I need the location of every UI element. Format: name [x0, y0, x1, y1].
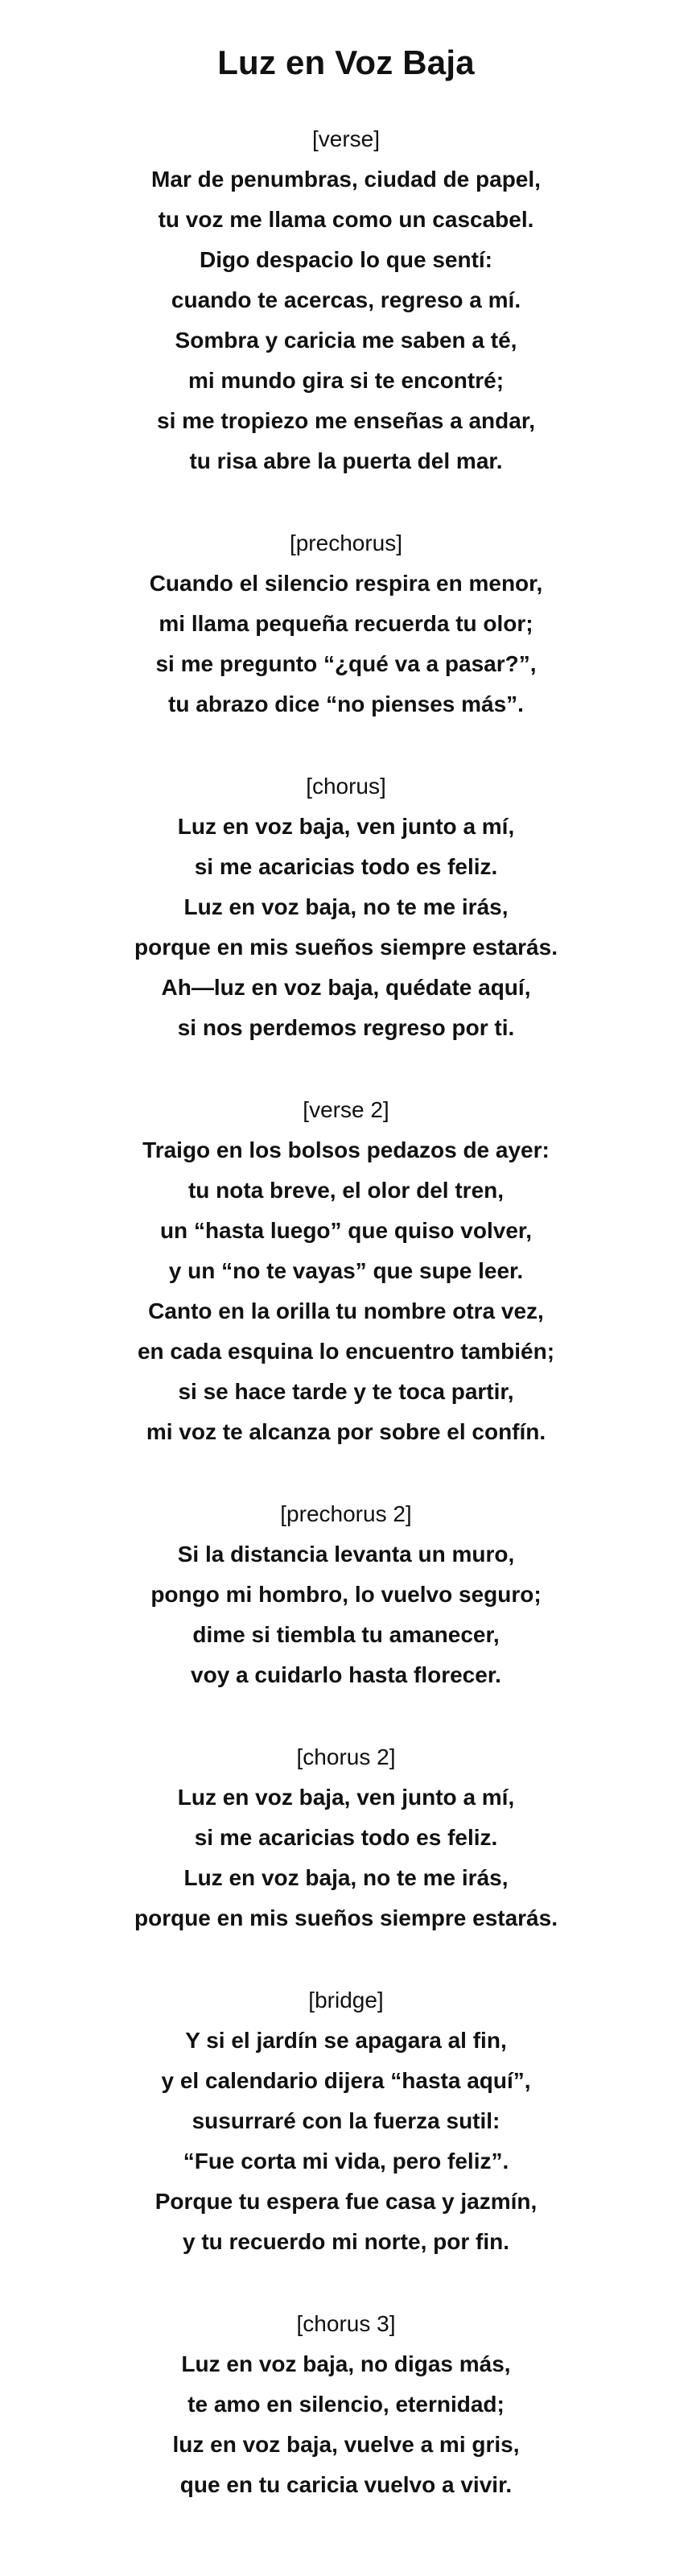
lyrics-section: [0, 1980, 692, 2262]
section-label: [verse]: [311, 126, 381, 151]
section-label: [prechorus]: [289, 530, 403, 555]
lyric-line: cuando te acercas, regreso a mí.: [171, 287, 521, 312]
lyric-line: Canto en la orilla tu nombre otra vez,: [148, 1298, 544, 1323]
lyrics-section: [0, 766, 692, 1048]
lyric-line: si me pregunto “¿qué va a pasar?”,: [155, 651, 537, 676]
section-label: [chorus 2]: [296, 1744, 396, 1769]
lyrics-section: [0, 1494, 692, 1695]
lyric-line: Mar de penumbras, ciudad de papel,: [151, 167, 541, 192]
lyric-line: tu abrazo dice “no pienses más”.: [168, 691, 524, 716]
lyric-line: y tu recuerdo mi norte, por fin.: [182, 2229, 510, 2254]
lyric-line: voy a cuidarlo hasta florecer.: [191, 1662, 501, 1687]
lyric-line: dime si tiembla tu amanecer,: [192, 1622, 500, 1647]
lyric-line: y un “no te vayas” que supe leer.: [168, 1258, 524, 1283]
lyric-line: mi mundo gira si te encontré;: [187, 368, 505, 393]
section-label: [bridge]: [308, 1988, 384, 2013]
lyric-line: Luz en voz baja, ven junto a mí,: [177, 814, 515, 839]
section-label: [prechorus 2]: [280, 1501, 412, 1526]
lyric-line: Y si el jardín se apagara al fin,: [185, 2028, 507, 2053]
lyric-line: tu nota breve, el olor del tren,: [187, 1178, 505, 1203]
lyric-line: Traigo en los bolsos pedazos de ayer:: [142, 1137, 550, 1162]
lyric-line: Luz en voz baja, no te me irás,: [183, 1865, 509, 1890]
lyrics-section: [0, 523, 692, 724]
lyric-line: Cuando el silencio respira en menor,: [149, 571, 543, 596]
lyric-line: un “hasta luego” que quiso volver,: [159, 1218, 533, 1243]
lyric-line: si me acaricias todo es feliz.: [194, 854, 498, 879]
section-label: [verse 2]: [303, 1097, 389, 1122]
lyric-line: pongo mi hombro, lo vuelvo seguro;: [150, 1582, 542, 1607]
lyric-line: Porque tu espera fue casa y jazmín,: [154, 2189, 538, 2214]
lyric-line: “Fue corta mi vida, pero feliz”.: [183, 2149, 509, 2174]
section-label: [chorus 3]: [296, 2311, 396, 2336]
lyric-line: tu voz me llama como un cascabel.: [158, 207, 534, 232]
lyric-line: Luz en voz baja, ven junto a mí,: [177, 1785, 515, 1810]
lyric-line: mi llama pequeña recuerda tu olor;: [159, 611, 533, 636]
lyric-line: luz en voz baja, vuelve a mi gris,: [172, 2432, 520, 2457]
lyric-line: Luz en voz baja, no digas más,: [181, 2351, 511, 2376]
lyrics-body: [0, 119, 692, 2505]
song-title: Luz en Voz Baja: [217, 43, 475, 81]
lyric-line: te amo en silencio, eternidad;: [187, 2392, 505, 2417]
section-label: [chorus]: [306, 774, 386, 799]
lyrics-section: [0, 2304, 692, 2505]
lyric-line: Ah—luz en voz baja, quédate aquí,: [161, 975, 531, 1000]
lyric-line: porque en mis sueños siempre estarás.: [134, 935, 558, 960]
lyric-line: y el calendario dijera “hasta aquí”,: [161, 2068, 531, 2093]
lyric-line: mi voz te alcanza por sobre el confín.: [146, 1419, 546, 1444]
lyric-line: que en tu caricia vuelvo a vivir.: [179, 2472, 513, 2497]
lyric-line: Digo despacio lo que sentí:: [199, 247, 493, 272]
lyric-line: si me acaricias todo es feliz.: [194, 1825, 498, 1850]
lyric-line: en cada esquina lo encuentro también;: [137, 1339, 555, 1364]
lyric-line: si me tropiezo me enseñas a andar,: [157, 408, 535, 433]
lyric-line: Sombra y caricia me saben a té,: [175, 328, 517, 353]
lyric-line: susurraré con la fuerza sutil:: [192, 2108, 500, 2133]
lyric-line: Si la distancia levanta un muro,: [177, 1542, 515, 1567]
lyrics-section: [0, 1737, 692, 1938]
lyric-line: Luz en voz baja, no te me irás,: [183, 894, 509, 919]
lyric-line: si se hace tarde y te toca partir,: [178, 1379, 514, 1404]
lyrics-section: [0, 119, 692, 481]
lyrics-section: [0, 1090, 692, 1452]
lyric-line: si nos perdemos regreso por ti.: [177, 1015, 515, 1040]
lyric-line: tu risa abre la puerta del mar.: [189, 448, 503, 473]
lyric-line: porque en mis sueños siempre estarás.: [134, 1905, 558, 1930]
